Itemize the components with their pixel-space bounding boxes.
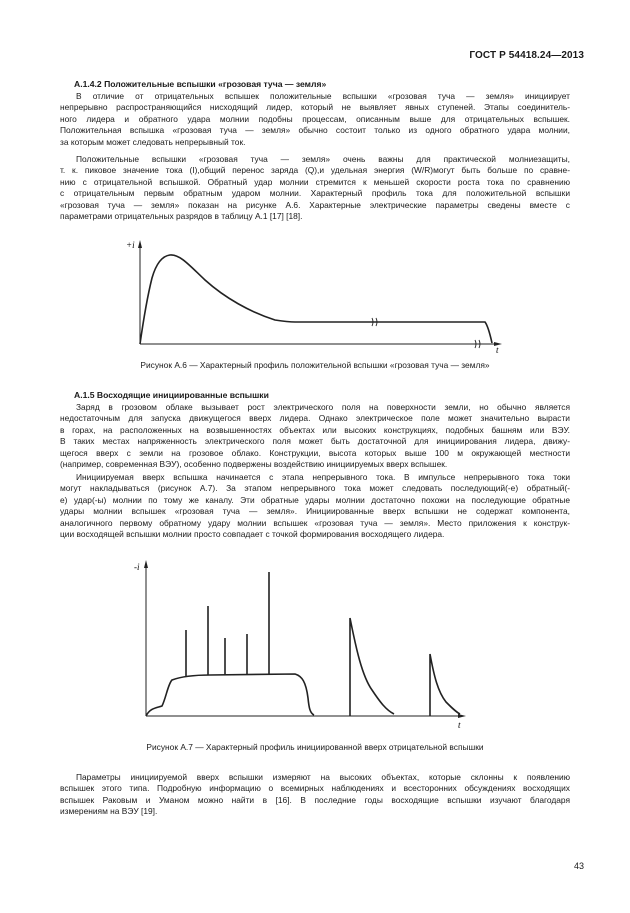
section-title-a142: А.1.4.2 Положительные вспышки «грозовая туча — земля» xyxy=(74,79,327,89)
text-line: «грозовая туча — земля» показан на рисунке А.6. Характерные электрические параметры сведены вместе с xyxy=(60,199,570,210)
text-line: с отрицательным первым обратным ударом молнии. Характерный профиль тока для положительной вспышки xyxy=(60,188,570,199)
text-line: недостаточным для запуска движущегося вверх лидера. Однако электрическое поле может значительно вырасти xyxy=(60,413,570,424)
text-line: В таких местах напряженность электрического поля может быть достаточной для инициирования лидера, движу- xyxy=(60,436,570,447)
text-line: Заряд в грозовом облаке вызывает рост электрического поля на поверхности земли, но обычно является xyxy=(76,402,570,412)
figure-a6-caption: Рисунок А.6 — Характерный профиль положительной вспышки «грозовая туча — земля» xyxy=(140,360,490,370)
paragraph-a15-1 xyxy=(60,402,570,470)
current-curve xyxy=(140,255,492,344)
paragraph-a142-1 xyxy=(60,91,570,148)
text-line: е) удар(-ы) молнии по тому же каналу. Эти обратные удары молнии достаточно похожи на последующие обратные xyxy=(60,494,570,505)
y-axis-arrow xyxy=(144,560,148,568)
text-line: в горах, на расположенных на возвышенностях объектах или высоких конструкциях, подобных башням или ВЭУ. xyxy=(60,424,570,435)
text-line: параметрами отрицательных разрядов в таблицу А.1 [17] [18]. xyxy=(60,211,303,222)
continuous-current-curve xyxy=(146,674,314,716)
document-code: ГОСТ Р 54418.24—2013 xyxy=(469,50,584,61)
text-line: вспышек Раковым и Уманом можно найти в [16]. В последние годы восходящие вспышки изучают благодаря xyxy=(60,794,570,805)
paragraph-a142-2 xyxy=(60,154,570,222)
figure-a6-positive-flash-profile xyxy=(110,236,510,354)
text-line: аналогичного первому обратному удару молнии вспышек «грозовая туча — земля». Место приложения к конструк- xyxy=(60,517,570,528)
paragraph-a15-2 xyxy=(60,472,570,540)
text-line: удары молнии вспышек «грозовая туча — земля». Инициированные вверх вспышки не содержат компонента, xyxy=(60,506,570,517)
paragraph-closing xyxy=(60,772,570,818)
text-line: В отличие от отрицательных вспышек положительные вспышки «грозовая туча — земля» инициирует xyxy=(76,91,570,101)
text-line: Параметры инициируемой вверх вспышки измеряют на высоких объектах, которые склонны к появлению xyxy=(76,772,570,782)
text-line: непрерывно распространяющийся нисходящий лидер, который не выявляет явных ступеней. Этапы соединитель- xyxy=(60,102,570,113)
text-line: могут накладываться (рисунок А.7). За этапом непрерывного тока может следовать последующий(-е) обратный(- xyxy=(60,483,570,494)
text-line: т. к. пиковое значение тока (I),общий перенос заряда (Q),и удельная энергия (W/R)могут быть больше по сравне- xyxy=(60,165,570,176)
y-axis-arrow xyxy=(138,240,142,248)
figure-a7-caption: Рисунок А.7 — Характерный профиль инициированной вверх отрицательной вспышки xyxy=(146,742,484,752)
text-line: вспышек этого типа. Подробную информацию о всемирных наблюдениях и всесторонних обсуждениях восходящих xyxy=(60,783,570,794)
return-stroke-1 xyxy=(350,618,394,716)
section-title-a15: А.1.5 Восходящие инициированные вспышки xyxy=(74,390,269,400)
text-line: ции восходящей вспышки молнии просто совпадает с точкой формирования восходящего лидера. xyxy=(60,529,445,540)
page-number: 43 xyxy=(573,861,584,871)
text-line: измерениям на ВЭУ [19]. xyxy=(60,806,158,817)
text-line: ного лидера и обратного удара молнии подобны процессам, описанным выше для отрицательных вспышек. xyxy=(60,113,570,124)
text-line: Положительная вспышка «грозовая туча — земля» обычно состоит только из одного обратного удара молнии, xyxy=(60,125,570,136)
figure-a7-upward-flash-profile xyxy=(120,558,480,730)
text-line: (например, современная ВЭУ), особенно подвержены воздействию инициируемых вверх вспышек. xyxy=(60,459,448,470)
y-axis-label: -i xyxy=(134,562,140,572)
x-axis-label: t xyxy=(458,720,461,730)
text-line: за которым может следовать непрерывный ток. xyxy=(60,136,246,147)
y-axis-label: +i xyxy=(126,240,135,250)
text-line: нию с отрицательной вспышкой. Обратный удар молнии стремится к меньшей скорости роста тока по сравнению xyxy=(60,176,570,187)
text-line: щегося вверх с земли на грозовое облако. Конструкции, высота которых выше 100 м окружающей местности xyxy=(60,447,570,458)
x-axis-arrow xyxy=(458,714,466,718)
x-axis-label: t xyxy=(496,345,499,354)
text-line: Инициируемая вверх вспышка начинается с этапа непрерывного тока. В импульсе непрерывного тока токи xyxy=(76,472,570,482)
return-stroke-2 xyxy=(430,654,460,716)
text-line: Положительные вспышки «грозовая туча — земля» очень важны для практической молниезащиты, xyxy=(76,154,570,164)
